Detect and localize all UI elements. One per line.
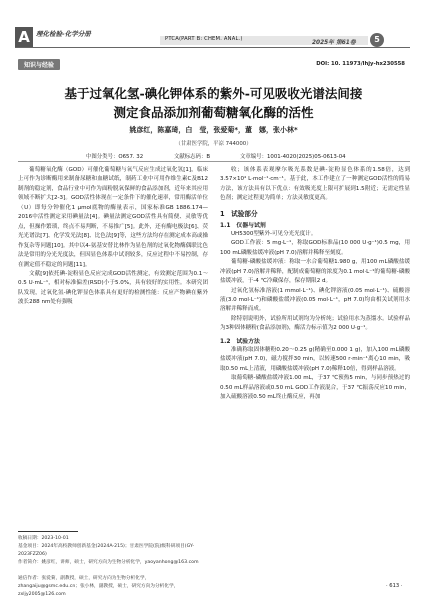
body-paragraph: 除特别说明外，试验所用试剂均为分析纯；试验用水为蒸馏水。试验样品为3种固体糖粉(食品添加剂)，酶活力标示值为2 000 U·g⁻¹。 (220, 315, 410, 332)
section-heading: 1 试验部分 (220, 209, 258, 218)
body-paragraph: 葡萄糖-磷酸盐缓冲液：称取一水合葡萄糖1.980 g，用100 mL磷酸盐缓冲液(pH 7.0)溶解并稀释，配制成葡萄糖的浓度为0.1 mol·L⁻¹的葡萄糖-磷酸盐缓冲液，于-4 ℃冷藏保存，保存期限2 d。 (220, 259, 410, 285)
body-paragraph: GOD工作液：5 mg·L⁻¹，称取GOD标准品(10 000 U·g⁻¹)0.5 mg，用100 mL磷酸盐缓冲液(pH 7.0)溶解并稀释至刻度。 (220, 240, 410, 256)
journal-logo: A (15, 27, 33, 47)
left-column (18, 166, 208, 308)
article-title-line1: 基于过氧化氢-碘化钾体系的紫外-可见吸收光谱法间接 (64, 86, 363, 101)
right-column (220, 166, 410, 403)
clc-number: 中图分类号：O657. 32 (86, 154, 144, 160)
body-paragraph: 取葡萄糖-磷酸盐缓冲液1.00 mL，于37 ℃预热5 min，与同步预热过的0.50 mL样品溶液或0.50 mL GOD工作液混合，于37 ℃振荡反应10 min，加入硫酸溶液0.50 mL终止酶反应，再加 (220, 375, 410, 401)
footnote-rule (18, 531, 78, 532)
journal-name: 理化检验-化学分册 (36, 30, 91, 38)
authors: 姚彦红，陈嘉琦，白 莹，张爱菊*，董 娜，张小林* (129, 126, 298, 134)
document-code: 文献标志码：B (174, 154, 211, 160)
footnote-received: 收稿日期：2023-10-01 (18, 536, 69, 541)
header-rule (15, 47, 410, 48)
doi: DOI: 10. 11973/lhjy-hx230558 (316, 61, 405, 67)
footnote-funding: 基金项目：2024年高校教师创新基金(2024A-215)；甘肃医学院(院)级科研项目(GY-2023FZZ06) (18, 544, 195, 557)
journal-header (0, 0, 427, 50)
footnote-corresponding: 通信作者：张爱菊，副教授，硕士，研究方向为生物分析化学，zhangaiju@gsmc.edu.cn；张小林，副教授，硕士，研究方向为分析化学，zxljy2005@126.com (18, 576, 179, 597)
page-badge: 5 (370, 33, 384, 47)
article-number: 文章编号：1001-4020(2025)05-0613-04 (240, 154, 346, 160)
subsection-heading: 1.2 试验方法 (220, 338, 260, 345)
subsection-heading: 1.1 仪器与试剂 (220, 222, 266, 229)
issue-label: 2025年 第61卷 (312, 40, 356, 46)
body-paragraph: UH5300型紫外-可见分光光度计。 (231, 230, 317, 237)
affiliation: （甘肃医学院，平凉 744000） (175, 141, 252, 147)
body-paragraph: 过氧化氢标准溶液(1 mmol·L⁻¹)、碘化钾溶液(0.05 mol·L⁻¹)、硫酸溶液(3.0 mol·L⁻¹)和磷酸盐缓冲液(0.05 mol·L⁻¹，pH 7.0)均由相关试剂用水溶解并稀释而成。 (220, 287, 410, 313)
body-paragraph: 准确称取固体糖粉0.20～0.25 g(精确至0.000 1 g)，加入100 mL磷酸盐缓冲液(pH 7.0)，磁力搅拌30 min，以转速500 r·min⁻¹离心10 min，吸取0.50 mL上清液，用磷酸盐缓冲液(pH 7.0)稀释10倍，得到样品溶液。 (220, 346, 410, 372)
body-paragraph: 收；该体系表观摩尔吸光系数是碘-淀粉显色体系的1.58倍，达到3.57×10⁴ L·mol⁻¹·cm⁻¹。基于此，本工作建立了一种测定GOD活性的简易方法，该方法具有以下优点：有效吸光度上限可扩展到1.5附近；无需定性显色剂；测定过程更为简单；方法灵敏度更高。 (220, 167, 410, 202)
body-paragraph: 文献[9]依托碘-淀粉显色反应完成GOD活性测定，有效测定范围为0.1～0.5 U·mL⁻¹，相对标准偏差(RSD)小于5.0%，具有较好的实用性。本研究团队发现，过氧化氢-碘化钾显色体系具有更好的检测性能：反应产物碘在紫外波长288 nm处有强吸 (18, 270, 208, 306)
column-tag: 知识与经验 (18, 59, 60, 70)
journal-banner-text: PTCA(PART B: CHEM. ANAL.) (165, 36, 243, 42)
footnote-author: 作者简介：姚彦红，讲师，硕士，研究方向为生物分析化学，yaoyanhong@163.com (18, 560, 199, 565)
page-number: · 613 · (386, 583, 403, 589)
meta-rule (18, 161, 410, 162)
body-paragraph: 葡萄糖氧化酶（GOD）可催化葡萄糖与氧气反应生成过氧化氢[1]，临床上可作为诊断酶用来制备尿糖和血糖试纸，制药工业中可用作维生素C及B12制剂的稳定剂，食品行业中可作为面粉脱氧保鲜的食品添加剂，近年来其应用领域不断扩大[2-3]。GOD活性体现在一定条件下的催化速率，常用酶活单位（U）即每分钟催化1 μmol底物的酶量表示，国家标准GB 1886.174—2016中活性测定采用碘量法[4]。碘量法测定GOD活性具有简便、灵敏等优点，但操作繁琐，终点不易判断，不易推广[5]。此外，还有酶电极法[6]、荧光光谱法[7]、化学发光法[8]、比色法[9]等，这些方法均存在测定成本高或操作复杂等问题[10]。其中以4-氨基安替比林作为显色剂的过氧化物酶偶联比色法是常用的分光光度法，但因显色体系中试剂较多，反应过程中不易控制，存在测定值不稳定的问题[11]。 (18, 167, 208, 268)
article-title-line2: 测定食品添加剂葡萄糖氧化酶的活性 (113, 105, 314, 120)
